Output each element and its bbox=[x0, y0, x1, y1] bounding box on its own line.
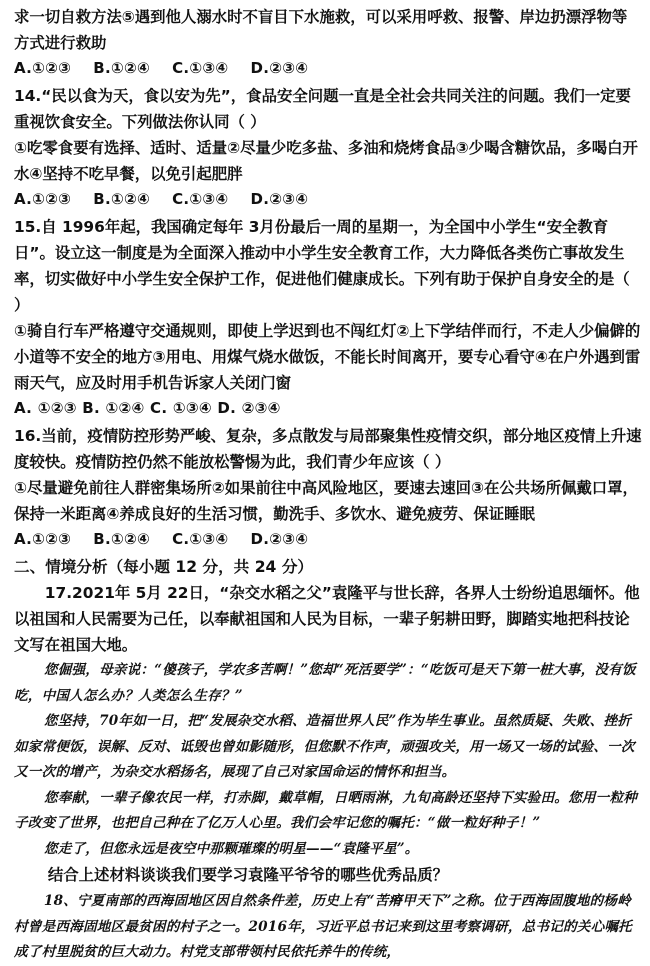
q17-paragraph-4: 您走了，但您永远是夜空中那颗璀璨的明星——“袁隆平星”。 bbox=[43, 840, 419, 857]
q15-options: A. ①②③ B. ①②④ C. ①③④ D. ②③④ bbox=[14, 399, 281, 417]
section-heading: 二、情境分析（每小题 12 分，共 24 分） bbox=[14, 558, 314, 576]
q16-options: A.①②③ B.①②④ C.①③④ D.②③④ bbox=[14, 530, 309, 548]
q17-intro: 17.2021年 5月 22日，“杂交水稻之父”袁隆平与世长辞，各界人士纷纷追思缅怀。他以祖国和人民需要为己任，以奉献祖国和人民为目标，一辈子躬耕田野，脚踏实地把科技论文写在祖国大地。 bbox=[14, 584, 640, 654]
q13-options: A.①②③ B.①②④ C.①③④ D.②③④ bbox=[14, 59, 309, 77]
q16-stem: 16.当前，疫情防控形势严峻、复杂，多点散发与局部聚集性疫情交织，部分地区疫情上升速度较快。疫情防控仍然不能放松警惕为此，我们青少年应该（ ） bbox=[14, 427, 642, 471]
q15-stem: 15.自 1996年起，我国确定每年 3月份最后一周的星期一，为全国中小学生“安全教育日”。设立这一制度是为全面深入推动中小学生安全教育工作，大力降低各类伤亡事故发生率，切实做好中小学生安全保护工作，促进他们健康成长。下列有助于保护自身安全的是（ ） bbox=[14, 218, 630, 314]
q13-continuation: 求一切自救方法⑤遇到他人溺水时不盲目下水施救，可以采用呼救、报警、岸边扔漂浮物等方式进行救助 bbox=[14, 8, 628, 52]
q18-paragraph-1: 18、宁夏南部的西海固地区因自然条件差，历史上有“苦瘠甲天下”之称。位于西海固腹地的杨岭村曾是西海固地区最贫困的村子之一。2016年，习近平总书记来到这里考察调研，总书记的关心嘱托成了村里脱贫的巨大动力。村党支部带领村民依托养牛的传统， bbox=[14, 893, 632, 960]
q16-choices: ①尽量避免前往人群密集场所②如果前往中高风险地区，要速去速回③在公共场所佩戴口罩，保持一米距离④养成良好的生活习惯，勤洗手、多饮水、避免疲劳、保证睡眠 bbox=[14, 479, 638, 523]
q14-options: A.①②③ B.①②④ C.①③④ D.②③④ bbox=[14, 190, 309, 208]
q15-choices: ①骑自行车严格遵守交通规则，即使上学迟到也不闯红灯②上下学结伴而行，不走人少偏僻的小道等不安全的地方③用电、用煤气烧水做饭，不能长时间离开，要专心看守④在户外遇到雷雨天气，应及时用手机告诉家人关闭门窗 bbox=[14, 322, 641, 392]
q17-paragraph-2: 您坚持，70年如一日，把“发展杂交水稻、造福世界人民”作为毕生事业。虽然质疑、失败、挫折如家常便饭，误解、反对、诋毁也曾如影随形，但您默不作声，顽强攻关，用一场又一场的试验、一次又一次的增产，为杂交水稻扬名，展现了自己对家国命运的情怀和担当。 bbox=[14, 713, 635, 780]
q14-stem: 14.“民以食为天，食以安为先”，食品安全问题一直是全社会共同关注的问题。我们一定要重视饮食安全。下列做法你认同（ ） bbox=[14, 87, 631, 131]
q17-question: 结合上述材料谈谈我们要学习袁隆平爷爷的哪些优秀品质？ bbox=[47, 866, 449, 884]
q17-paragraph-3: 您奉献，一辈子像农民一样，打赤脚，戴草帽，日晒雨淋，九旬高龄还坚持下实验田。您用一粒种子改变了世界，也把自己种在了亿万人心里。我们会牢记您的嘱托：“做一粒好种子！” bbox=[14, 789, 638, 831]
q17-paragraph-1: 您倔强，母亲说：“傻孩子，学农多苦啊！”您却“死活要学”：“吃饭可是天下第一桩大事，没有饭吃，中国人怎么办？人类怎么生存？” bbox=[14, 662, 636, 704]
q14-choices: ①吃零食要有选择、适时、适量②尽量少吃多盐、多油和烧烤食品③少喝含糖饮品，多喝白开水④坚持不吃早餐，以免引起肥胖 bbox=[14, 139, 638, 183]
